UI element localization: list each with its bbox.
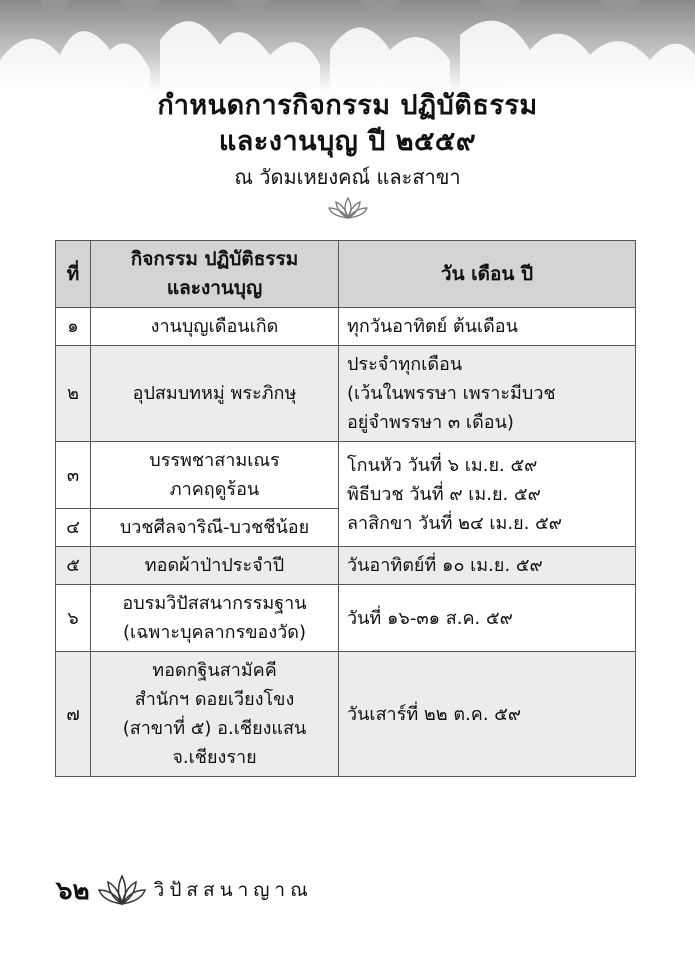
lotus-icon (328, 196, 368, 220)
table-row: ๖ อบรมวิปัสสนากรรมฐาน (เฉพาะบุคลากรของวัด) วันที่ ๑๖-๓๑ ส.ค. ๕๙ (56, 585, 636, 652)
table-header-row (56, 241, 636, 308)
shared-date-cell: โกนหัว วันที่ ๖ เม.ย. ๕๙ พิธีบวช วันที่ ๙ เม.ย. ๕๙ ลาสิกขา วันที่ ๒๔ เม.ย. ๕๙ (339, 442, 636, 547)
table-row: ๒ อุปสมบทหมู่ พระภิกษุ ประจำทุกเดือน (เว้นในพรรษา เพราะมีบวช อยู่จำพรรษา ๓ เดือน) (56, 346, 636, 442)
heading-block (0, 88, 695, 220)
table-row: ๕ ทอดผ้าป่าประจำปี วันอาทิตย์ที่ ๑๐ เม.ย. ๕๙ (56, 547, 636, 585)
table-row: ๑ งานบุญเดือนเกิด ทุกวันอาทิตย์ ต้นเดือน (56, 308, 636, 346)
page-title-line2: และงานบุญ ปี ๒๕๕๙ (218, 126, 477, 157)
page-subtitle: ณ วัดมเหยงคณ์ และสาขา (234, 165, 461, 189)
header-num: ที่ (56, 241, 91, 308)
table-row: ๓ บรรพชาสามเณร ภาคฤดูร้อน โกนหัว วันที่ ๖ เม.ย. ๕๙ พิธีบวช วันที่ ๙ เม.ย. ๕๙ ลาสิกขา วันที่ ๒๔ เม.ย. ๕๙ (56, 442, 636, 509)
page-title-line1: กำหนดการกิจกรรม ปฏิบัติธรรม (157, 90, 538, 121)
schedule-table (55, 240, 636, 777)
page-number: ๖๒ (56, 875, 90, 906)
page-footer (56, 870, 313, 910)
header-date: วัน เดือน ปี (339, 241, 636, 308)
header-activity: กิจกรรม ปฏิบัติธรรม และงานบุญ (91, 241, 339, 308)
book-title: วิปัสสนาญาณ (153, 879, 313, 901)
table-row: ๗ ทอดกฐินสามัคคี สำนักฯ ดอยเวียงโขง (สาขาที่ ๕) อ.เชียงแสน จ.เชียงราย วันเสาร์ที่ ๒๒ ต.ค. ๕๙ (56, 652, 636, 777)
table-row: ๔ บวชศีลจาริณี-บวชชีน้อย (56, 509, 636, 547)
lotus-icon (98, 874, 146, 906)
decorative-leaf-banner (0, 0, 695, 92)
